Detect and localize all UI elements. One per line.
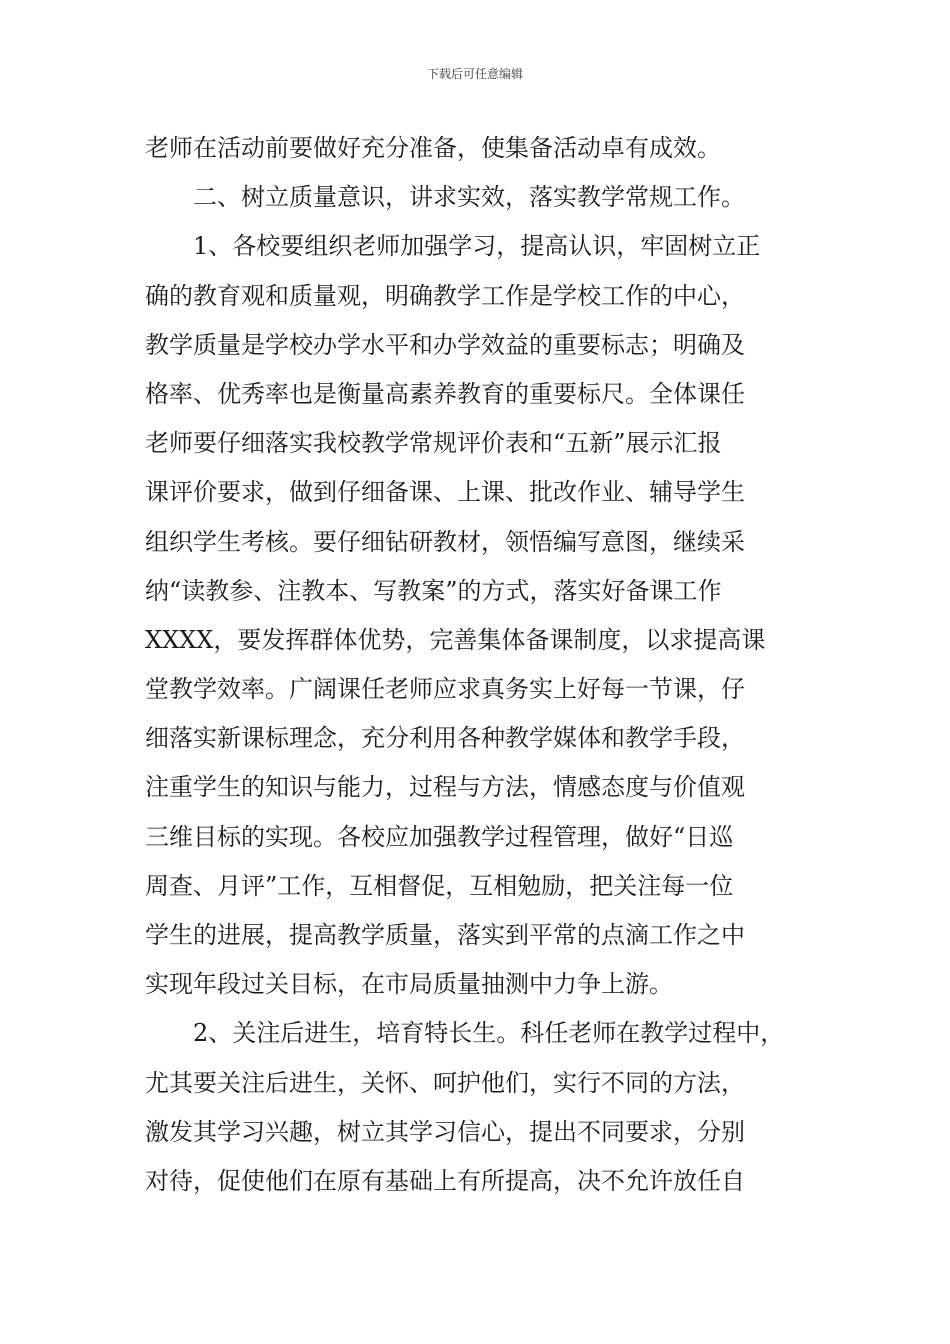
text-line-13: 细落实新课标理念，充分利用各种教学媒体和教学手段， bbox=[145, 724, 745, 753]
text-line-20: 尤其要关注后进生，关怀、呵护他们，实行不同的方法， bbox=[145, 1068, 745, 1097]
text-line-15: 三维目标的实现。各校应加强教学过程管理，做好“日巡 bbox=[145, 822, 734, 851]
text-line-16: 周查、月评”工作，互相督促，互相勉励，把关注每一位 bbox=[145, 871, 734, 900]
text-line-22: 对待，促使他们在原有基础上有所提高，决不允许放任自 bbox=[145, 1166, 745, 1195]
text-line-6: 格率、优秀率也是衡量高素养教育的重要标尺。全体课任 bbox=[145, 379, 745, 408]
text-line-1: 老师在活动前要做好充分准备，使集备活动卓有成效。 bbox=[145, 134, 721, 162]
document-body bbox=[145, 124, 815, 1206]
page-header: 下载后可任意编辑 bbox=[426, 67, 523, 81]
text-line-4: 确的教育观和质量观，明确教学工作是学校工作的中心， bbox=[145, 281, 745, 310]
text-line-21: 激发其学习兴趣，树立其学习信心，提出不同要求，分别 bbox=[145, 1117, 745, 1146]
text-line-3: 1、各校要组织老师加强学习，提高认识，牢固树立正 bbox=[193, 232, 761, 261]
text-line-19: 2、关注后进生，培育特长生。科任老师在教学过程中， bbox=[193, 1019, 785, 1048]
text-line-9: 组织学生考核。要仔细钻研教材，领悟编写意图，继续采 bbox=[145, 527, 745, 556]
text-line-8: 课评价要求，做到仔细备课、上课、批改作业、辅导学生 bbox=[145, 478, 745, 507]
text-line-11: XXXX，要发挥群体优势，完善集体备课制度，以求提高课 bbox=[145, 625, 766, 654]
text-line-12: 堂教学效率。广阔课任老师应求真务实上好每一节课，仔 bbox=[145, 675, 745, 704]
text-line-10: 纳“读教参、注教本、写教案”的方式，落实好备课工作 bbox=[145, 576, 722, 605]
text-line-7: 老师要仔细落实我校教学常规评价表和“五新”展示汇报 bbox=[145, 429, 722, 458]
text-line-14: 注重学生的知识与能力，过程与方法，情感态度与价值观 bbox=[145, 773, 745, 802]
text-line-17: 学生的进展，提高教学质量，落实到平常的点滴工作之中 bbox=[145, 921, 745, 949]
text-line-2: 二、树立质量意识，讲求实效，落实教学常规工作。 bbox=[193, 183, 745, 212]
text-line-5: 教学质量是学校办学水平和办学效益的重要标志；明确及 bbox=[145, 330, 745, 359]
text-line-18: 实现年段过关目标，在市局质量抽测中力争上游。 bbox=[145, 970, 673, 999]
